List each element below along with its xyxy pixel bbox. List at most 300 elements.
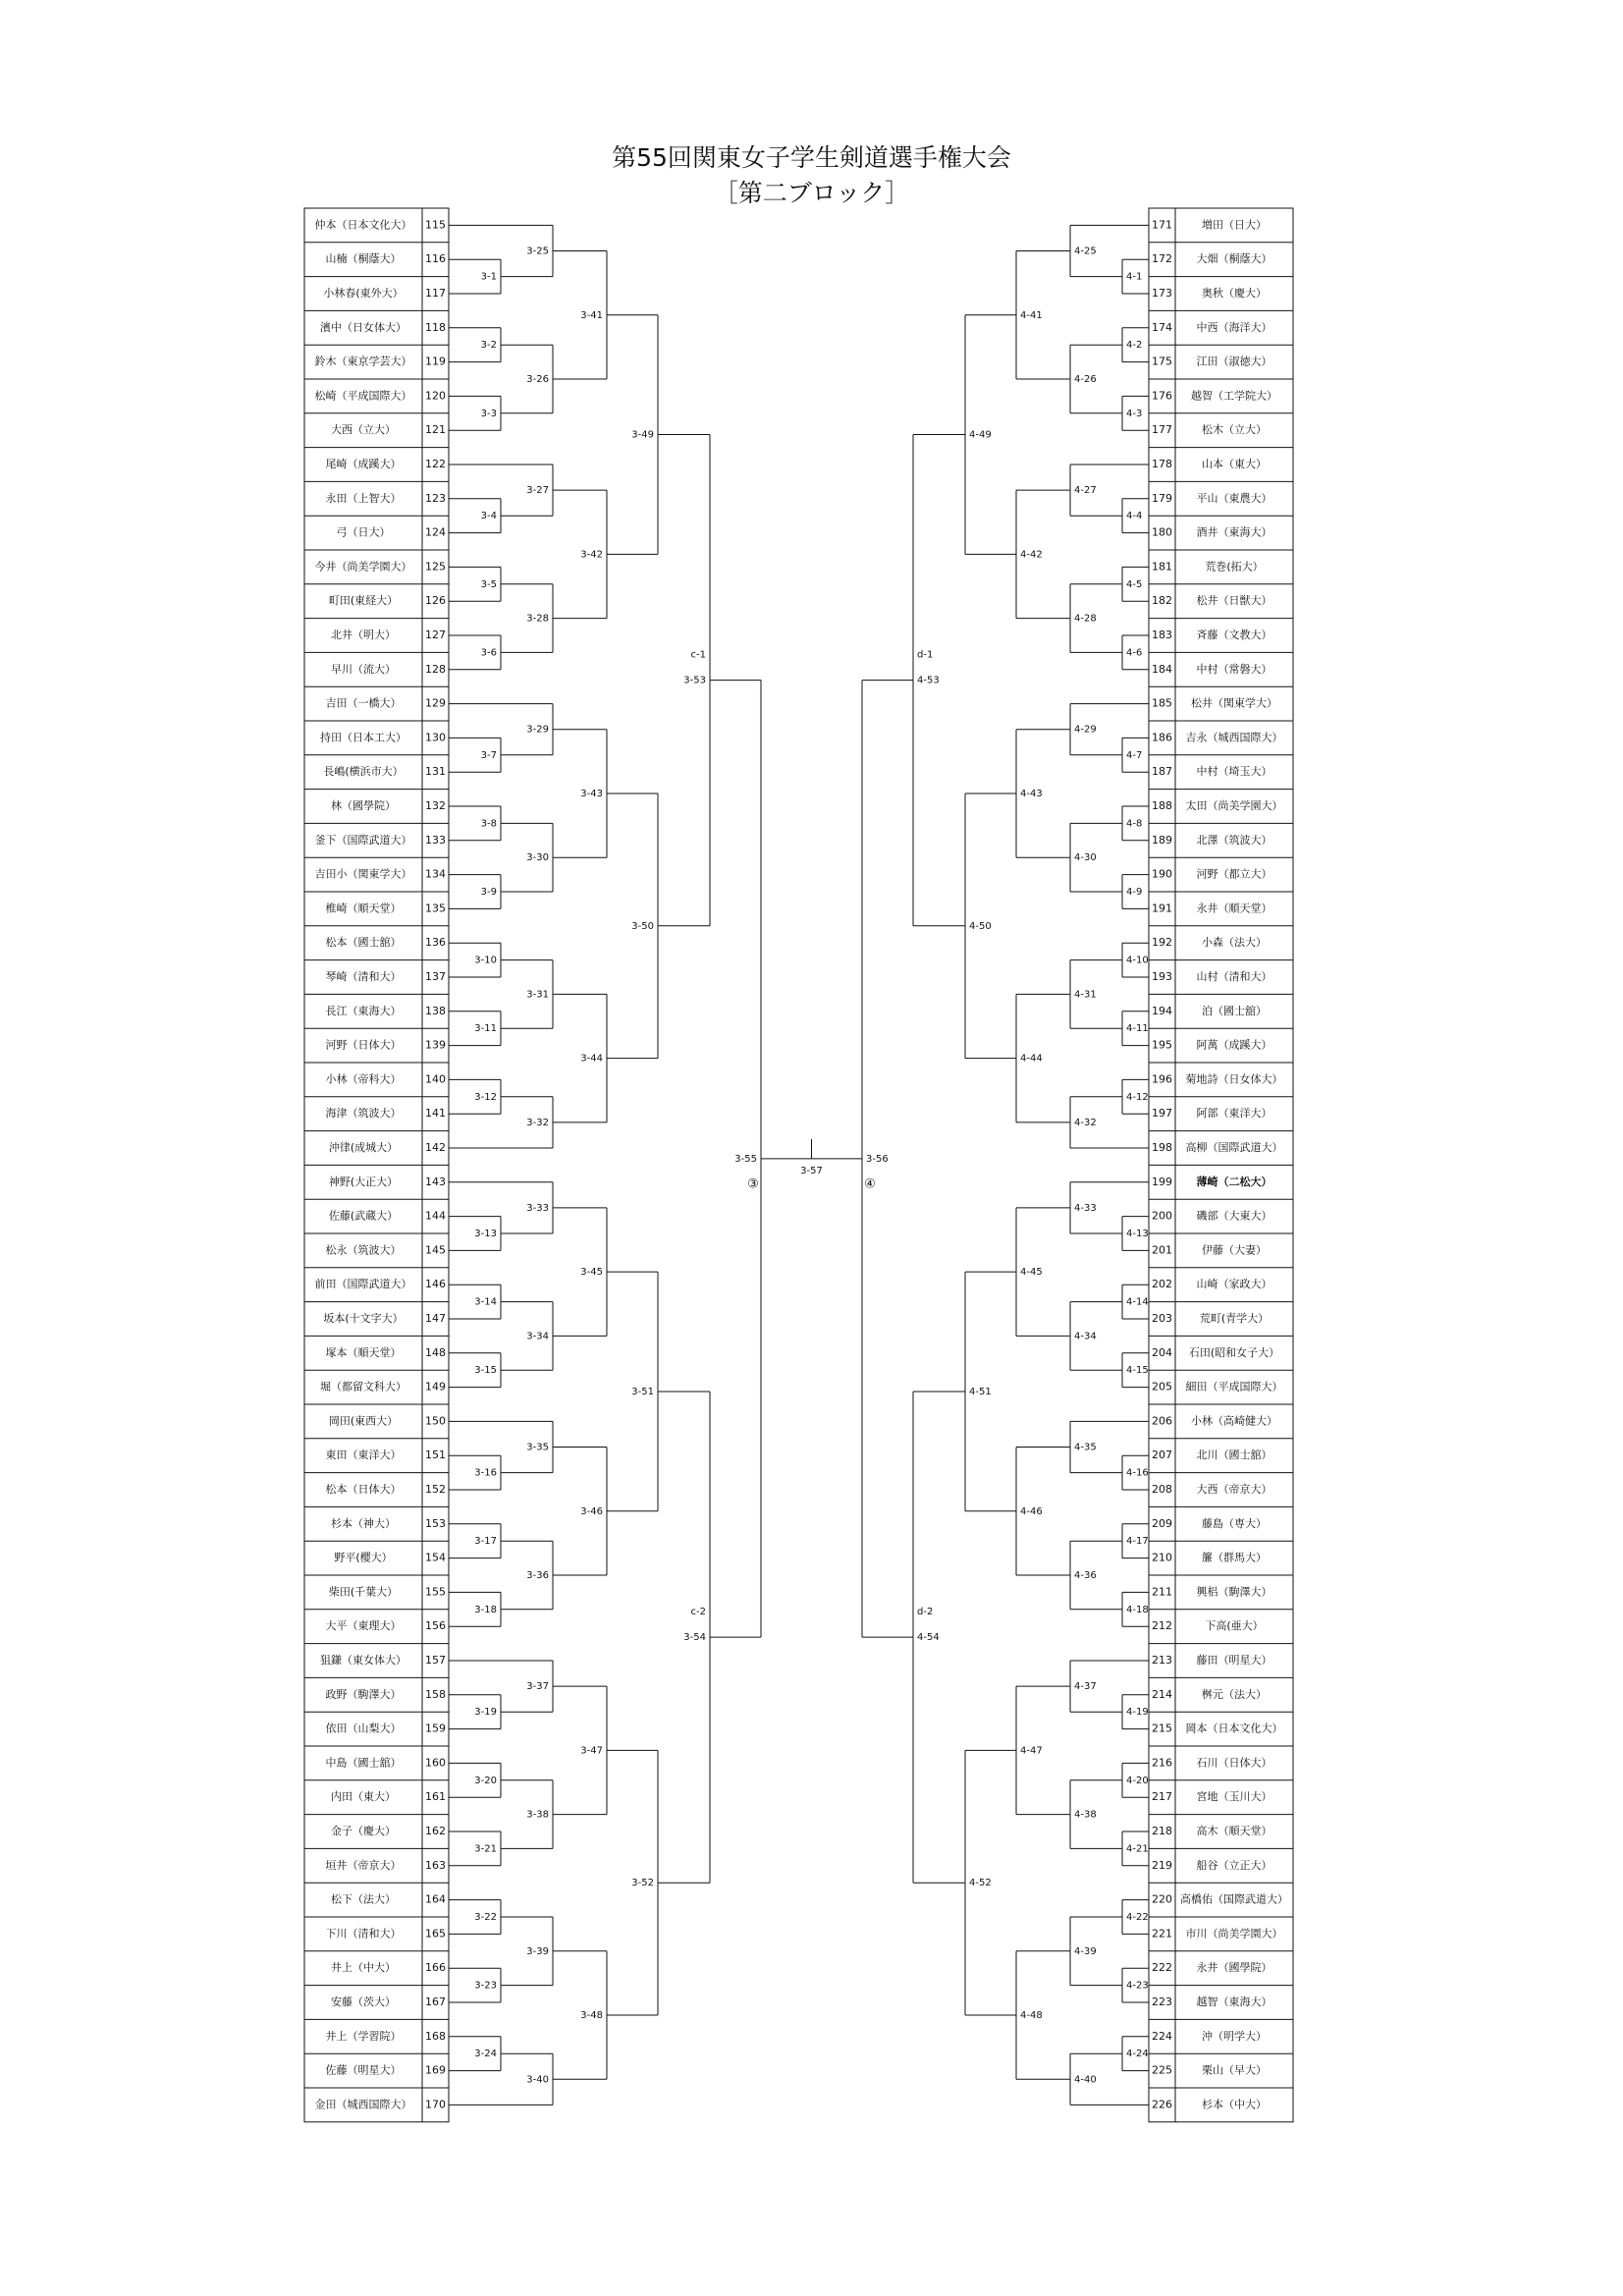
- match-tag: d-2: [917, 1607, 934, 1618]
- player-number: 130: [425, 731, 446, 744]
- player-name: 下高(亜大）: [1205, 1619, 1264, 1633]
- match-label: 4-25: [1074, 246, 1097, 257]
- player-number: 136: [425, 936, 446, 950]
- player-name: 神野(大正大）: [328, 1175, 399, 1188]
- player-number: 115: [425, 218, 446, 232]
- match-label: 4-6: [1126, 647, 1143, 659]
- player-number: 118: [425, 320, 446, 334]
- player-number: 210: [1152, 1551, 1172, 1564]
- player-name: 河野（日体大）: [325, 1038, 402, 1052]
- match-label: 4-31: [1074, 989, 1097, 1001]
- player-name: 宮地（玉川大）: [1196, 1790, 1272, 1804]
- player-number: 188: [1152, 799, 1172, 812]
- player-name: 仲本（日本文化大）: [314, 218, 412, 232]
- player-number: 171: [1152, 218, 1172, 232]
- match-label: 4-40: [1074, 2074, 1097, 2086]
- match-label: 3-28: [526, 613, 549, 625]
- player-name: 東田（東洋大）: [325, 1449, 402, 1462]
- match-label: 3-5: [480, 578, 497, 590]
- match-label: 3-37: [526, 1681, 549, 1693]
- match-label: 3-55: [734, 1153, 757, 1165]
- match-label: 3-34: [526, 1331, 549, 1342]
- player-name: 山楠（桐蔭大）: [325, 252, 402, 266]
- match-label: 4-48: [1020, 2010, 1043, 2022]
- player-number: 186: [1152, 731, 1172, 744]
- match-label: 4-44: [1020, 1053, 1043, 1065]
- player-number: 147: [425, 1312, 446, 1325]
- block-marker: ③: [747, 1176, 759, 1192]
- player-number: 142: [425, 1141, 446, 1154]
- player-name: 荒巻(拓大）: [1205, 560, 1264, 574]
- player-number: 214: [1152, 1687, 1172, 1701]
- match-label: 4-24: [1126, 2049, 1149, 2060]
- match-label: 4-2: [1126, 340, 1143, 352]
- player-name: 今井（尚美学園大）: [314, 560, 412, 574]
- match-label: 3-23: [474, 1980, 497, 1992]
- player-number: 201: [1152, 1243, 1172, 1257]
- player-number: 151: [425, 1449, 446, 1462]
- match-label: 4-9: [1126, 887, 1143, 898]
- match-label: 3-50: [631, 920, 654, 932]
- player-number: 207: [1152, 1449, 1172, 1462]
- match-label: 4-52: [969, 1878, 992, 1889]
- player-number: 156: [425, 1619, 446, 1633]
- player-number: 174: [1152, 320, 1172, 334]
- player-name: 狙鎌（東女体大）: [320, 1654, 406, 1667]
- player-name: 沖（明学大）: [1202, 2029, 1267, 2043]
- match-label: 4-13: [1126, 1229, 1149, 1239]
- player-number: 169: [425, 2063, 446, 2077]
- player-number: 192: [1152, 936, 1172, 950]
- match-label: 3-16: [474, 1467, 497, 1479]
- player-name: 弓（日大）: [336, 525, 391, 539]
- player-number: 168: [425, 2029, 446, 2043]
- player-name: 河野（都立大）: [1196, 867, 1272, 881]
- player-number: 211: [1152, 1585, 1172, 1599]
- match-label: 3-14: [474, 1296, 497, 1308]
- match-label: 3-17: [474, 1536, 497, 1548]
- match-label: 3-30: [526, 852, 549, 864]
- match-label: 3-51: [631, 1386, 654, 1397]
- player-name: 塚本（順天堂）: [325, 1345, 402, 1359]
- match-label: 3-24: [474, 2049, 497, 2060]
- player-name: 細田（平成国際大）: [1185, 1380, 1283, 1394]
- player-number: 124: [425, 525, 446, 539]
- player-number: 180: [1152, 525, 1172, 539]
- player-name: 井上（学習院）: [325, 2029, 402, 2043]
- match-label: 4-43: [1020, 788, 1043, 799]
- player-name: 濱中（日女体大）: [320, 320, 406, 334]
- player-number: 187: [1152, 765, 1172, 779]
- player-number: 173: [1152, 287, 1172, 300]
- player-number: 128: [425, 662, 446, 676]
- player-name: 松木（立大）: [1202, 423, 1267, 437]
- player-name: 金田（城西国際大）: [314, 2098, 412, 2111]
- player-number: 221: [1152, 1927, 1172, 1941]
- match-label: 4-33: [1074, 1202, 1097, 1214]
- player-name: 石川（日体大）: [1196, 1756, 1272, 1770]
- match-label: 3-46: [580, 1505, 603, 1517]
- player-number: 158: [425, 1687, 446, 1701]
- player-name: 杉本（神大）: [331, 1516, 396, 1530]
- player-number: 157: [425, 1654, 446, 1667]
- player-name: 大平（東理大）: [325, 1619, 402, 1633]
- match-label: 4-26: [1074, 374, 1097, 385]
- match-label: 4-39: [1074, 1945, 1097, 1957]
- player-name: 薄崎（二松大）: [1196, 1175, 1272, 1188]
- player-number: 204: [1152, 1345, 1172, 1359]
- player-name: 早川（流大）: [331, 662, 396, 676]
- match-label: 4-16: [1126, 1467, 1149, 1479]
- match-label: 4-27: [1074, 485, 1097, 497]
- player-name: 松井（日獣大）: [1196, 594, 1272, 608]
- player-name: 林（國學院）: [331, 799, 396, 812]
- match-label: 4-10: [1126, 955, 1149, 966]
- match-label: 4-11: [1126, 1023, 1149, 1035]
- player-name: 酒井（東海大）: [1196, 525, 1272, 539]
- player-name: 山本（東大）: [1202, 458, 1267, 470]
- match-label: 4-36: [1074, 1570, 1097, 1581]
- player-name: 長嶋(横浜市大）: [323, 765, 404, 779]
- player-name: 永井（順天堂）: [1196, 902, 1272, 915]
- match-label: 3-32: [526, 1117, 549, 1128]
- player-name: 越智（東海大）: [1196, 1995, 1272, 2008]
- match-label: 4-20: [1126, 1775, 1149, 1786]
- match-label: 4-51: [969, 1386, 992, 1397]
- player-number: 120: [425, 389, 446, 403]
- player-number: 184: [1152, 662, 1172, 676]
- match-label: 3-29: [526, 724, 549, 736]
- match-label: 3-4: [480, 511, 497, 522]
- tournament-title: 第55回関東女子学生剣道選手権大会: [612, 143, 1011, 172]
- match-label: 3-20: [474, 1775, 497, 1786]
- player-number: 140: [425, 1072, 446, 1086]
- match-label: 3-25: [526, 246, 549, 257]
- player-number: 122: [425, 458, 446, 470]
- match-label: 4-23: [1126, 1980, 1149, 1992]
- match-label: 3-41: [580, 309, 603, 321]
- match-label: 4-14: [1126, 1296, 1149, 1308]
- player-number: 213: [1152, 1654, 1172, 1667]
- player-number: 152: [425, 1483, 446, 1496]
- player-number: 134: [425, 867, 446, 881]
- match-label: 3-19: [474, 1707, 497, 1719]
- player-name: 伊藤（大妻）: [1202, 1243, 1267, 1257]
- player-number: 162: [425, 1825, 446, 1837]
- player-name: 桝元（法大）: [1202, 1687, 1267, 1701]
- player-name: 平山（東農大）: [1196, 491, 1272, 505]
- player-number: 129: [425, 696, 446, 710]
- player-number: 191: [1152, 902, 1172, 915]
- match-label: 3-7: [480, 749, 497, 761]
- player-number: 212: [1152, 1619, 1172, 1633]
- match-label: 3-42: [580, 549, 603, 561]
- player-name: 安藤（茨大）: [331, 1995, 396, 2008]
- player-name: 菊地詩（日女体大）: [1185, 1072, 1283, 1086]
- match-label: 3-40: [526, 2074, 549, 2086]
- player-number: 200: [1152, 1209, 1172, 1223]
- player-number: 153: [425, 1516, 446, 1530]
- match-label: 3-33: [526, 1202, 549, 1214]
- player-number: 139: [425, 1038, 446, 1052]
- player-number: 170: [425, 2098, 446, 2111]
- player-name: 中村（埼玉大）: [1196, 765, 1272, 779]
- player-number: 222: [1152, 1961, 1172, 1975]
- player-number: 141: [425, 1107, 446, 1121]
- player-number: 172: [1152, 252, 1172, 266]
- player-number: 215: [1152, 1722, 1172, 1735]
- match-label: 3-18: [474, 1604, 497, 1615]
- player-name: 山崎（家政大）: [1196, 1278, 1272, 1291]
- player-name: 江田（淑徳大）: [1196, 355, 1272, 368]
- player-number: 160: [425, 1756, 446, 1770]
- match-label: 3-52: [631, 1878, 654, 1889]
- match-label: 4-38: [1074, 1809, 1097, 1821]
- player-name: 大畑（桐蔭大）: [1196, 252, 1272, 266]
- match-label: 4-5: [1126, 578, 1143, 590]
- player-number: 145: [425, 1243, 446, 1257]
- match-label: 3-9: [480, 887, 497, 898]
- player-number: 131: [425, 765, 446, 779]
- player-number: 220: [1152, 1892, 1172, 1906]
- player-name: 松崎（平成国際大）: [314, 389, 412, 403]
- player-name: 松井（関東学大）: [1191, 696, 1277, 710]
- match-label: 3-26: [526, 374, 549, 385]
- player-number: 167: [425, 1995, 446, 2008]
- match-label: 4-49: [969, 429, 992, 441]
- player-number: 166: [425, 1961, 446, 1975]
- player-name: 松本（國士舘）: [325, 936, 402, 950]
- player-number: 149: [425, 1380, 446, 1394]
- match-label: 3-49: [631, 429, 654, 441]
- player-number: 226: [1152, 2098, 1172, 2111]
- player-name: 岡田(東西大）: [328, 1414, 399, 1428]
- player-number: 225: [1152, 2063, 1172, 2077]
- match-label: 3-27: [526, 485, 549, 497]
- player-number: 216: [1152, 1756, 1172, 1770]
- match-label: 4-1: [1126, 271, 1143, 283]
- player-number: 125: [425, 560, 446, 574]
- match-label: 4-50: [969, 920, 992, 932]
- match-label: 3-2: [480, 340, 497, 352]
- match-label: 4-30: [1074, 852, 1097, 864]
- player-name: 市川（尚美学園大）: [1185, 1927, 1283, 1941]
- match-label: 4-4: [1126, 511, 1143, 522]
- player-name: 栗山（早大）: [1202, 2063, 1267, 2077]
- match-label: 4-47: [1020, 1745, 1043, 1757]
- player-number: 135: [425, 902, 446, 915]
- player-number: 119: [425, 355, 446, 368]
- player-number: 190: [1152, 867, 1172, 881]
- match-label: 4-42: [1020, 549, 1043, 561]
- player-name: 金子（慶大）: [331, 1825, 396, 1837]
- match-label: 3-31: [526, 989, 549, 1001]
- match-label: 3-35: [526, 1442, 549, 1453]
- match-label: 4-21: [1126, 1843, 1149, 1855]
- player-name: 吉永（城西国際大）: [1185, 731, 1283, 744]
- player-name: 中西（海洋大）: [1196, 320, 1272, 334]
- match-label: 4-46: [1020, 1505, 1043, 1517]
- match-label: 3-12: [474, 1091, 497, 1103]
- player-number: 148: [425, 1345, 446, 1359]
- player-name: 釜下（国際武道大）: [314, 833, 412, 847]
- player-name: 依田（山梨大）: [325, 1722, 402, 1735]
- player-number: 177: [1152, 423, 1172, 437]
- player-name: 鈴木（東京学芸大）: [314, 355, 412, 368]
- player-number: 224: [1152, 2029, 1172, 2043]
- player-name: 泊（國士舘）: [1202, 1004, 1267, 1017]
- match-label: 3-22: [474, 1912, 497, 1923]
- player-number: 143: [425, 1175, 446, 1188]
- match-label: 4-22: [1126, 1912, 1149, 1923]
- match-label: 4-32: [1074, 1117, 1097, 1128]
- player-name: 高柳（国際武道大）: [1185, 1141, 1283, 1154]
- player-name: 磯部（大東大）: [1196, 1209, 1272, 1223]
- match-tag: c-1: [690, 649, 706, 661]
- match-label: 3-38: [526, 1809, 549, 1821]
- match-label: 4-15: [1126, 1365, 1149, 1377]
- match-label: 4-28: [1074, 613, 1097, 625]
- player-number: 206: [1152, 1414, 1172, 1428]
- match-label: 3-54: [683, 1632, 706, 1644]
- match-label: 3-44: [580, 1053, 603, 1065]
- player-name: 町田(東経大）: [328, 594, 399, 608]
- player-name: 高橋佑（国際武道大）: [1180, 1892, 1288, 1906]
- player-number: 144: [425, 1209, 446, 1223]
- player-number: 203: [1152, 1312, 1172, 1325]
- player-number: 209: [1152, 1516, 1172, 1530]
- player-number: 208: [1152, 1483, 1172, 1496]
- player-number: 150: [425, 1414, 446, 1428]
- player-name: 吉田小（関東学大）: [314, 867, 412, 881]
- player-name: 小林春(東外大）: [323, 287, 404, 300]
- player-number: 182: [1152, 594, 1172, 608]
- player-name: 柴田(千葉大）: [328, 1585, 399, 1599]
- player-name: 前田（国際武道大）: [314, 1278, 412, 1291]
- block-subtitle: ［第二ブロック］: [713, 179, 910, 207]
- player-number: 126: [425, 594, 446, 608]
- player-name: 阿部（東洋大）: [1196, 1107, 1272, 1121]
- player-name: 越智（工学院大）: [1191, 389, 1277, 403]
- player-name: 長江（東海大）: [325, 1004, 402, 1017]
- player-name: 井上（中大）: [331, 1961, 396, 1975]
- player-name: 阿萬（成蹊大）: [1196, 1038, 1272, 1052]
- player-name: 海津（筑波大）: [325, 1107, 402, 1121]
- match-label: 3-1: [480, 271, 497, 283]
- match-label: 3-8: [480, 818, 497, 830]
- player-name: 北澤（筑波大）: [1196, 833, 1272, 847]
- match-label: 3-13: [474, 1229, 497, 1239]
- match-label: 3-3: [480, 408, 497, 419]
- player-name: 北井（明大）: [331, 629, 396, 641]
- match-label: 4-18: [1126, 1604, 1149, 1615]
- player-name: 高木（順天堂）: [1196, 1825, 1272, 1837]
- player-name: 大西（帝京大）: [1196, 1483, 1272, 1496]
- player-name: 興梠（駒澤大）: [1196, 1585, 1272, 1599]
- player-number: 116: [425, 252, 446, 266]
- player-name: 永田（上智大）: [325, 491, 402, 505]
- player-number: 161: [425, 1790, 446, 1804]
- player-name: 荒町(青学大）: [1199, 1312, 1270, 1325]
- player-name: 坂本(十文字大）: [323, 1312, 404, 1325]
- match-label: 3-47: [580, 1745, 603, 1757]
- player-name: 下川（清和大）: [325, 1927, 402, 1941]
- player-name: 杉本（中大）: [1202, 2098, 1267, 2111]
- match-label: 4-54: [917, 1632, 940, 1644]
- match-label: 4-7: [1126, 749, 1143, 761]
- match-label: 4-3: [1126, 408, 1143, 419]
- player-number: 146: [425, 1278, 446, 1291]
- player-number: 133: [425, 833, 446, 847]
- player-number: 164: [425, 1892, 446, 1906]
- player-name: 船谷（立正大）: [1196, 1858, 1272, 1872]
- player-number: 175: [1152, 355, 1172, 368]
- player-number: 178: [1152, 458, 1172, 470]
- player-number: 155: [425, 1585, 446, 1599]
- player-name: 松本（日体大）: [325, 1483, 402, 1496]
- player-name: 椎崎（順天堂）: [325, 902, 402, 915]
- player-number: 163: [425, 1858, 446, 1872]
- player-name: 政野（駒澤大）: [325, 1687, 402, 1701]
- player-name: 岡本（日本文化大）: [1185, 1722, 1283, 1735]
- player-number: 123: [425, 491, 446, 505]
- player-number: 137: [425, 970, 446, 983]
- player-number: 185: [1152, 696, 1172, 710]
- player-number: 183: [1152, 629, 1172, 641]
- player-name: 北川（國士舘）: [1196, 1449, 1272, 1462]
- match-label: 3-15: [474, 1365, 497, 1377]
- player-name: 沖律(成城大）: [328, 1141, 399, 1154]
- player-number: 193: [1152, 970, 1172, 983]
- player-number: 202: [1152, 1278, 1172, 1291]
- player-number: 179: [1152, 491, 1172, 505]
- player-name: 堀（都留文科大）: [320, 1380, 406, 1394]
- match-label: 3-56: [866, 1153, 889, 1165]
- player-number: 223: [1152, 1995, 1172, 2008]
- player-number: 198: [1152, 1141, 1172, 1154]
- player-number: 154: [425, 1551, 446, 1564]
- match-label: 3-10: [474, 955, 497, 966]
- player-name: 小森（法大）: [1202, 936, 1267, 950]
- match-label: 4-45: [1020, 1267, 1043, 1279]
- player-number: 194: [1152, 1004, 1172, 1017]
- player-name: 松下（法大）: [331, 1892, 396, 1906]
- player-number: 196: [1152, 1072, 1172, 1086]
- player-name: 大西（立大）: [331, 423, 396, 437]
- player-number: 181: [1152, 560, 1172, 574]
- player-number: 159: [425, 1722, 446, 1735]
- match-label: 4-19: [1126, 1707, 1149, 1719]
- player-name: 佐藤（明星大）: [325, 2063, 402, 2077]
- player-name: 増田（日大）: [1202, 218, 1267, 232]
- player-name: 永井（國學院）: [1196, 1961, 1272, 1975]
- match-label: 4-12: [1126, 1091, 1149, 1103]
- player-name: 琴崎（清和大）: [325, 970, 402, 983]
- match-label: 4-8: [1126, 818, 1143, 830]
- player-number: 132: [425, 799, 446, 812]
- match-label: 3-39: [526, 1945, 549, 1957]
- player-number: 127: [425, 629, 446, 641]
- match-tag: c-2: [690, 1607, 706, 1618]
- player-number: 199: [1152, 1175, 1172, 1188]
- player-name: 吉田（一橋大）: [325, 696, 402, 710]
- final-match-label: 3-57: [800, 1165, 823, 1176]
- player-name: 奥秋（慶大）: [1202, 287, 1267, 300]
- player-name: 山村（清和大）: [1196, 970, 1272, 983]
- match-label: 4-41: [1020, 309, 1043, 321]
- player-name: 野平(櫻大）: [334, 1551, 393, 1564]
- player-name: 中島（國士舘）: [325, 1756, 402, 1770]
